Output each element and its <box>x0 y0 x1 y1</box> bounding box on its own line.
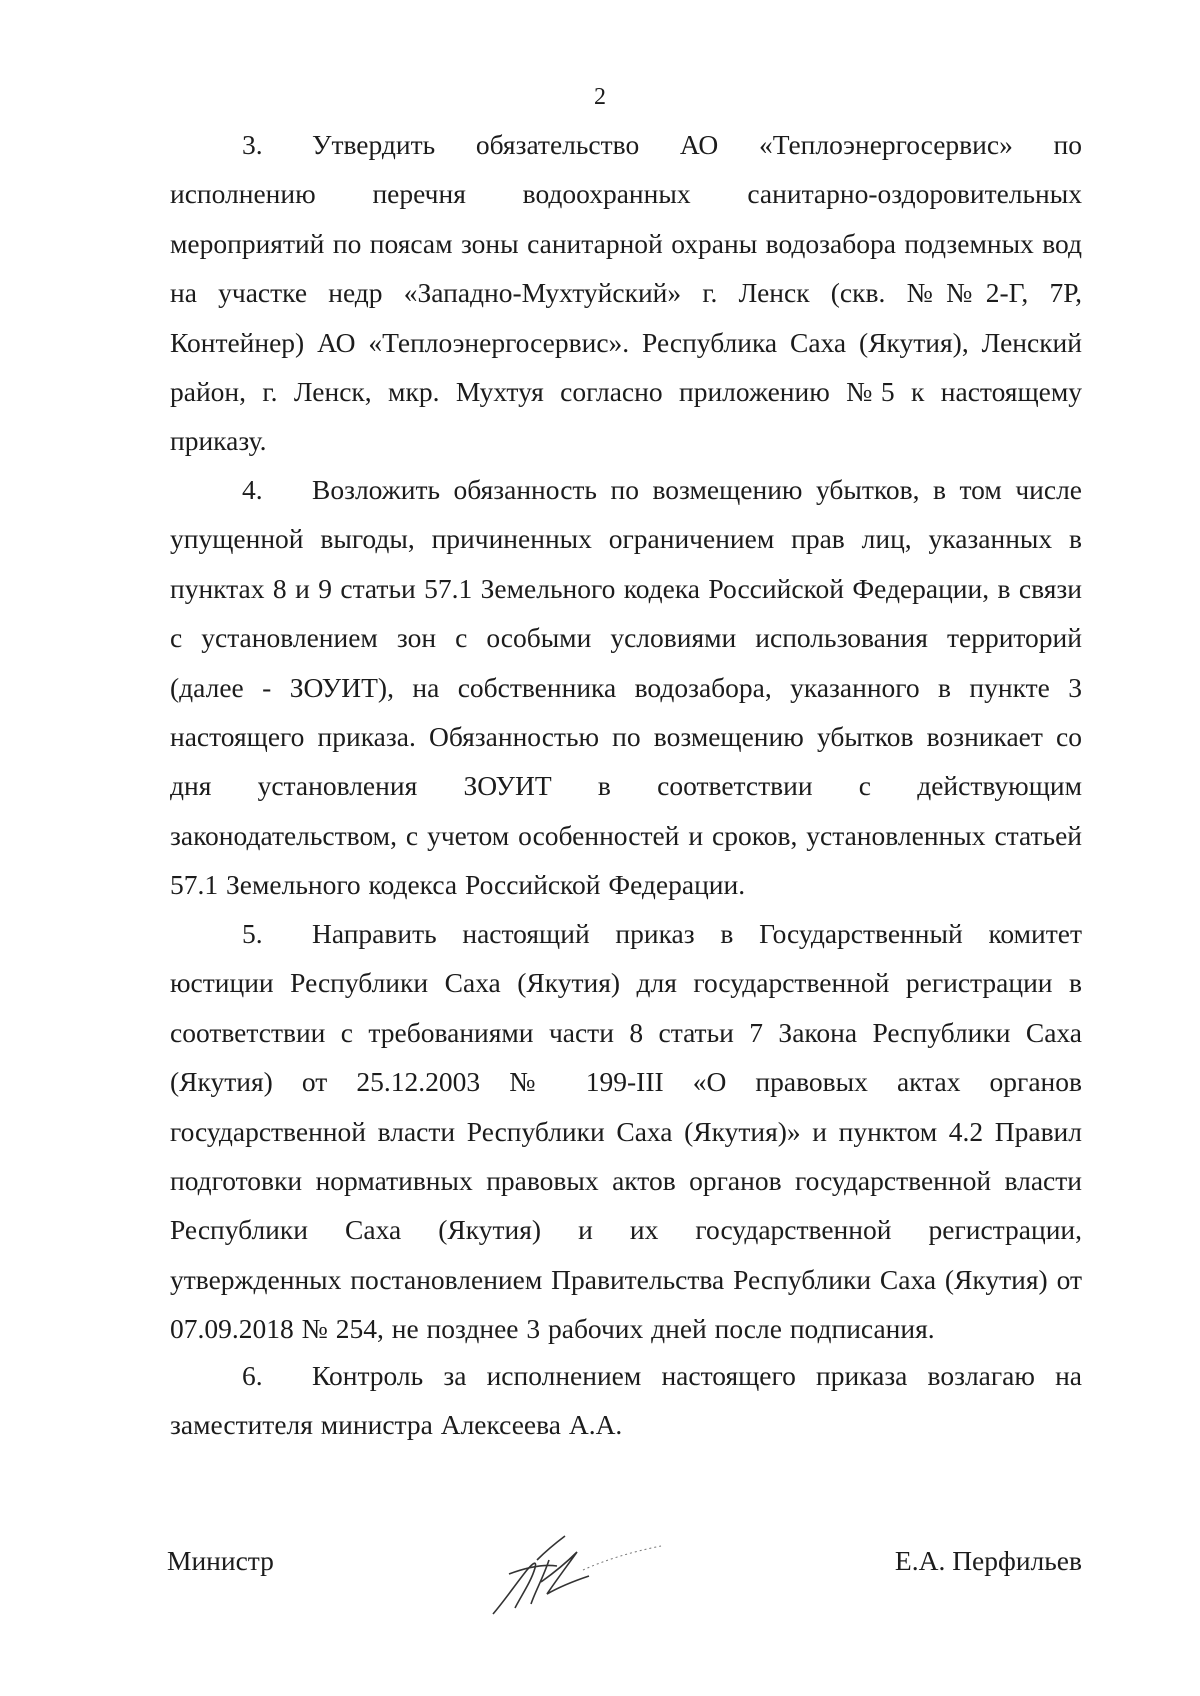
paragraph-text: Возложить обязанность по возмещению убытков, в том числе упущенной выгоды, причиненных ограничением прав лиц, указанных в пунктах 8 и 9 статьи 57.1 Земельного кодека Российской Федерации, в связи с установлением зон с особыми условиями использования территорий (далее - ЗОУИТ), на собственника водозабора, указанного в пункте 3 настоящего приказа. Обязанностью по возмещению убытков возникает со дня установления ЗОУИТ в соответствии с действующим законодательством, с учетом особенностей и сроков, установленных статьей 57.1 Земельного кодекса Российской Федерации. <box>170 474 1082 901</box>
page-number: 2 <box>594 84 606 110</box>
paragraph-5 <box>170 909 1082 1354</box>
paragraph-3 <box>170 120 1082 466</box>
paragraph-number: 3. <box>242 129 263 160</box>
paragraph-text: Контроль за исполнением настоящего приказа возлагаю на заместителя министра Алексеева А.А. <box>170 1360 1082 1441</box>
paragraph-text: Утвердить обязательство АО «Теплоэнергосервис» по исполнению перечня водоохранных санитарно-оздоровительных мероприятий по поясам зоны санитарной охраны водозабора подземных вод на участке недр «Западно-Мухтуйский» г. Ленск (скв. №№2-Г, 7Р, Контейнер) АО «Теплоэнергосервис». Республика Саха (Якутия), Ленский район, г. Ленск, мкр. Мухтуя согласно приложению №5 к настоящему приказу. <box>170 129 1082 457</box>
handwritten-signature <box>485 1530 665 1620</box>
signatory-title: Министр <box>167 1545 274 1576</box>
paragraph-number: 5. <box>242 918 263 949</box>
paragraph-number: 6. <box>242 1360 263 1391</box>
signatory-name: Е.А. Перфильев <box>894 1545 1082 1576</box>
paragraph-6 <box>170 1351 1082 1450</box>
paragraph-number: 4. <box>242 474 263 505</box>
paragraph-text: Направить настоящий приказ в Государственный комитет юстиции Республики Саха (Якутия) для государственной регистрации в соответствии с требованиями части 8 статьи 7 Закона Республики Саха (Якутия) от 25.12.2003 № 199-III «О правовых актах органов государственной власти Республики Саха (Якутия)» и пунктом 4.2 Правил подготовки нормативных правовых актов органов государственной власти Республики Саха (Якутия) и их государственной регистрации, утвержденных постановлением Правительства Республики Саха (Якутия) от 07.09.2018 № 254, не позднее 3 рабочих дней после подписания. <box>170 918 1082 1345</box>
paragraph-4 <box>170 465 1082 910</box>
